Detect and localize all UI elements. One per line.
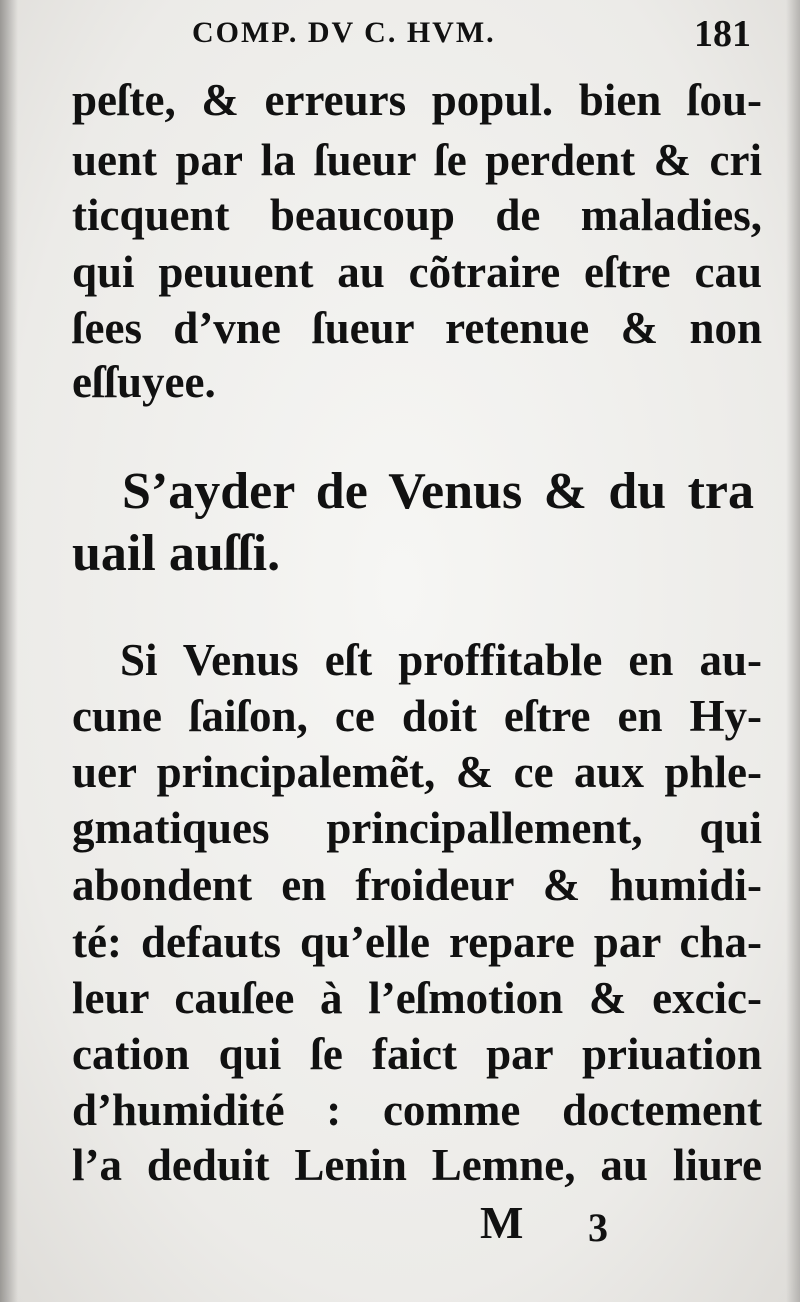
signature-number: 3 bbox=[588, 1205, 608, 1250]
text-line: peſte, & erreurs popul. bien ſou- bbox=[72, 75, 762, 125]
text-line: l’a deduit Lenin Lemne, au liure bbox=[72, 1140, 762, 1190]
text-line: uer principalemẽt, & ce aux phle- bbox=[72, 747, 762, 797]
text-line: gmatiques principallement, qui bbox=[72, 803, 762, 853]
text-line: qui peuuent au cõtraire eſtre cau bbox=[72, 247, 762, 297]
text-line: ſees d’vne ſueur retenue & non bbox=[72, 303, 762, 353]
text-line: leur cauſee à l’eſmotion & excic- bbox=[72, 973, 762, 1023]
text-line: d’humidité : comme doctement bbox=[72, 1085, 762, 1135]
text-line: cune ſaiſon, ce doit eſtre en Hy- bbox=[72, 691, 762, 741]
signature-letter: M bbox=[480, 1197, 524, 1248]
page-number: 181 bbox=[694, 13, 751, 55]
text-line: cation qui ſe faict par priuation bbox=[72, 1029, 762, 1079]
section-heading: S’ayder de Venus & du tra bbox=[122, 463, 754, 520]
text-line: uent par la ſueur ſe perdent & cri bbox=[72, 135, 762, 185]
text-line: ticquent beaucoup de maladies, bbox=[72, 190, 762, 240]
text-line: abondent en froideur & humidi- bbox=[72, 860, 762, 910]
running-head: COMP. DV C. HVM. bbox=[192, 16, 496, 49]
section-heading: uail auſſi. bbox=[72, 525, 281, 582]
text-line: té: defauts qu’elle repare par cha- bbox=[72, 917, 762, 967]
text-line: Si Venus eſt proffitable en au- bbox=[120, 635, 762, 685]
text-line: eſſuyee. bbox=[72, 357, 216, 407]
